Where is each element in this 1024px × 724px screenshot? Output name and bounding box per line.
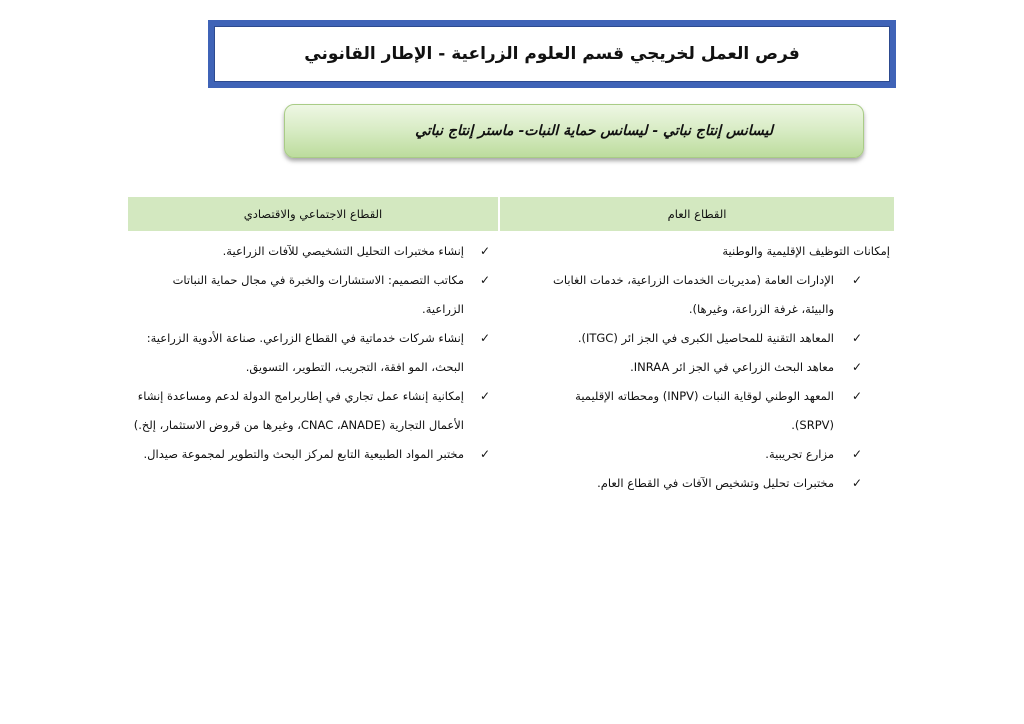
check-icon: ✓ — [479, 273, 491, 287]
subtitle-banner: ليسانس إنتاج نباتي - ليسانس حماية النبات- ماستر إنتاج نباتي — [284, 104, 864, 158]
list-item — [128, 324, 498, 382]
socio-economic-sector-header: القطاع الاجتماعي والاقتصادي — [128, 197, 498, 231]
list-item-text: إنشاء شركات خدماتية في القطاع الزراعي. صناعة الأدوية الزراعية: البحث، المو افقة، التجريب، التطوير، التسويق. — [146, 331, 464, 374]
list-item — [498, 353, 894, 382]
list-item-text: إنشاء مختبرات التحليل التشخيصي للآفات الزراعية. — [222, 244, 464, 258]
check-icon: ✓ — [851, 360, 863, 374]
public-sector-header: القطاع العام — [498, 197, 894, 231]
list-item — [128, 440, 498, 469]
list-item-text: مزارع تجريبية. — [765, 447, 834, 461]
socio-economic-sector-body — [128, 231, 498, 469]
list-item-text: المعهد الوطني لوقاية النبات (INPV) ومحطاته الإقليمية (SRPV). — [575, 389, 834, 432]
list-item — [498, 469, 894, 498]
opportunities-table — [128, 197, 894, 498]
check-icon: ✓ — [851, 273, 863, 287]
list-item — [498, 266, 894, 324]
check-icon: ✓ — [851, 389, 863, 403]
check-icon: ✓ — [479, 244, 491, 258]
check-icon: ✓ — [851, 476, 863, 490]
list-item — [498, 324, 894, 353]
page-title: فرص العمل لخريجي قسم العلوم الزراعية - الإطار القانوني — [214, 26, 890, 82]
list-item-text: المعاهد التقنية للمحاصيل الكبرى في الجز ائر (ITGC). — [577, 331, 834, 345]
list-item — [128, 266, 498, 324]
list-item-text: مكاتب التصميم: الاستشارات والخبرة في مجال حماية النباتات الزراعية. — [172, 273, 464, 316]
public-sector-column — [498, 197, 894, 498]
list-item-text: معاهد البحث الزراعي في الجز ائر INRAA. — [630, 360, 834, 374]
check-icon: ✓ — [851, 331, 863, 345]
title-box — [208, 20, 896, 88]
list-item — [498, 440, 894, 469]
list-item-text: الإدارات العامة (مديريات الخدمات الزراعية، خدمات الغابات والبيئة، غرفة الزراعة، وغيرها). — [553, 273, 834, 316]
check-icon: ✓ — [479, 447, 491, 461]
public-sector-intro: إمكانات التوظيف الإقليمية والوطنية — [722, 244, 890, 258]
check-icon: ✓ — [851, 447, 863, 461]
list-item — [498, 382, 894, 440]
socio-economic-sector-column — [128, 197, 498, 498]
list-item-text: مختبرات تحليل وتشخيص الآفات في القطاع العام. — [597, 476, 834, 490]
check-icon: ✓ — [479, 331, 491, 345]
public-sector-body — [498, 231, 894, 498]
check-icon: ✓ — [479, 389, 491, 403]
list-item — [128, 237, 498, 266]
list-item — [128, 382, 498, 440]
list-item-text: مختبر المواد الطبيعية التابع لمركز البحث والتطوير لمجموعة صيدال. — [143, 447, 464, 461]
list-item-text: إمكانية إنشاء عمل تجاري في إطاربرامج الدولة لدعم ومساعدة إنشاء الأعمال التجارية (CNAC ،ANADE، وغيرها من قروض الاستثمار، إلخ.) — [133, 389, 464, 432]
